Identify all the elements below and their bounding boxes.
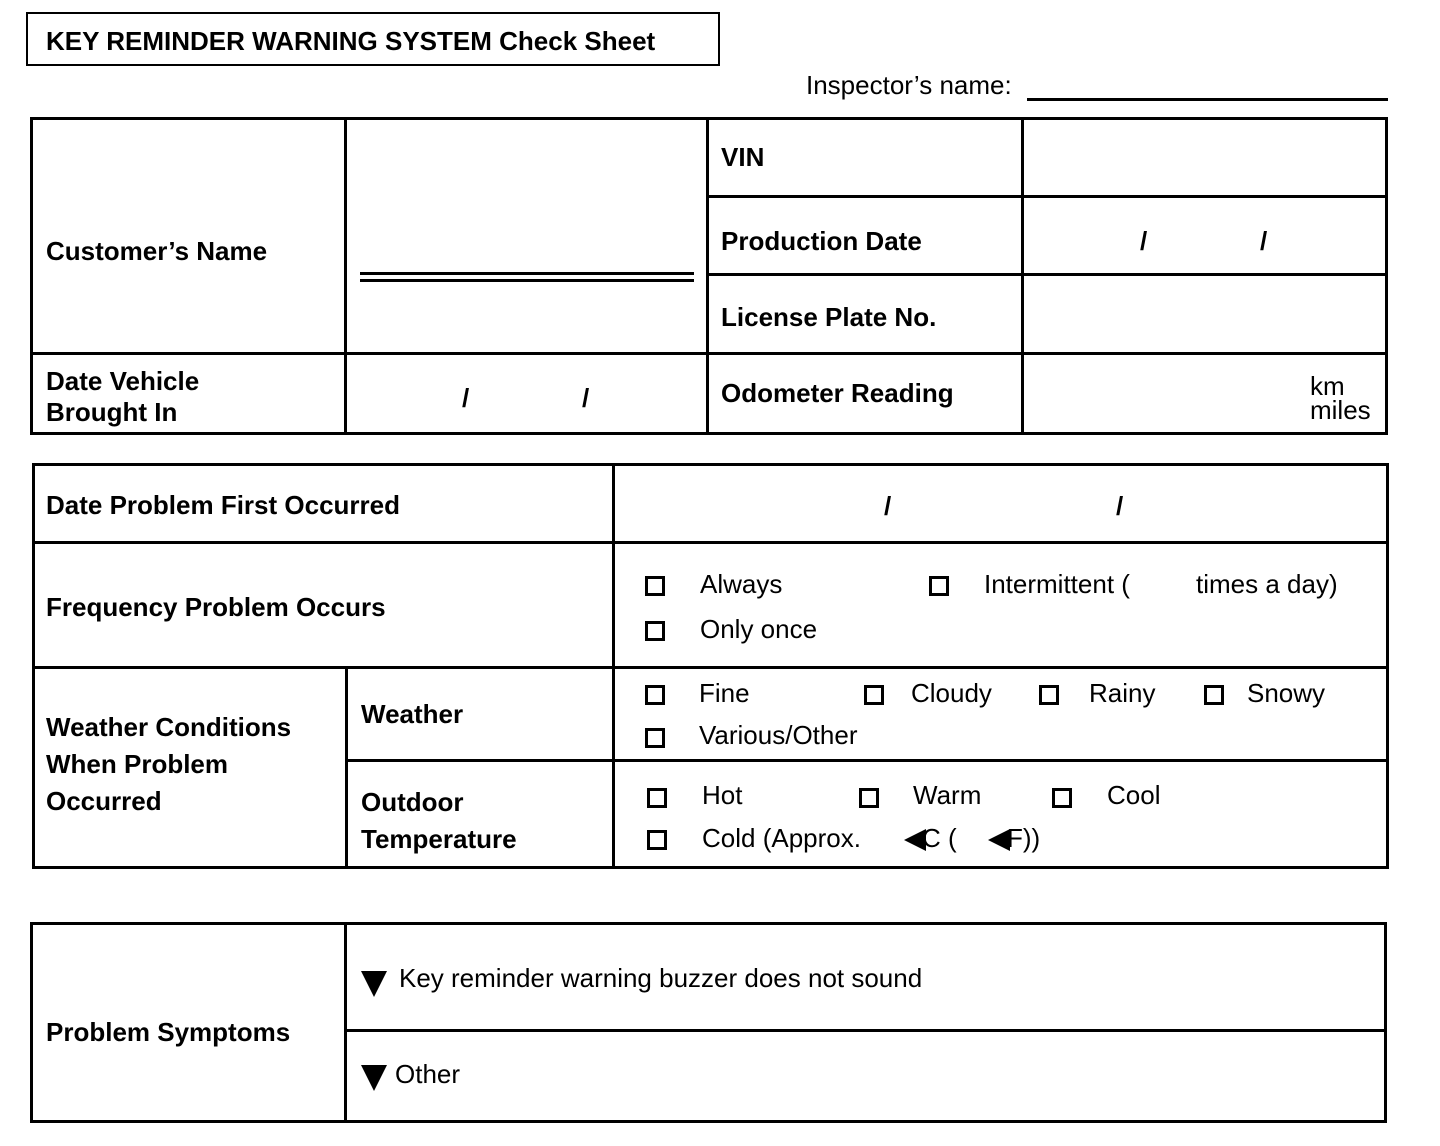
problem-symptoms-label: Problem Symptoms <box>46 1017 291 1047</box>
divider <box>706 273 1388 276</box>
intermittent-label: Intermittent ( <box>984 569 1130 599</box>
frequency-label: Frequency Problem Occurs <box>46 592 386 622</box>
snowy-label: Snowy <box>1247 678 1326 708</box>
rainy-label: Rainy <box>1089 678 1156 708</box>
cool-checkbox[interactable] <box>1052 788 1072 808</box>
production-date-field[interactable] <box>1027 200 1381 270</box>
cloudy-label: Cloudy <box>911 678 992 708</box>
date-separator: / <box>1116 491 1124 521</box>
divider <box>344 117 347 435</box>
down-triangle-icon <box>361 1065 387 1091</box>
date-brought-in-field[interactable] <box>350 357 702 429</box>
date-first-occurred-label: Date Problem First Occurred <box>46 490 400 520</box>
warm-label: Warm <box>913 780 982 810</box>
divider <box>30 352 1388 355</box>
date-brought-in-label-line1: Date Vehicle <box>46 366 200 396</box>
various-other-label: Various/Other <box>699 720 858 750</box>
cold-label: Cold (Approx. <box>702 823 861 853</box>
divider <box>345 759 1389 762</box>
divider <box>32 666 1389 669</box>
date-brought-in-label-line2: Brought In <box>46 397 178 427</box>
only-once-checkbox[interactable] <box>645 621 665 641</box>
outdoor-temperature-label-line2: Temperature <box>361 824 517 854</box>
snowy-checkbox[interactable] <box>1204 685 1224 705</box>
symptom-other: Other <box>395 1059 461 1089</box>
date-separator: / <box>1260 226 1268 256</box>
weather-conditions-label-line3: Occurred <box>46 786 162 816</box>
always-label: Always <box>700 569 783 599</box>
cloudy-checkbox[interactable] <box>864 685 884 705</box>
times-a-day-label: times a day) <box>1196 569 1338 599</box>
divider <box>706 117 709 435</box>
weather-conditions-label-line2: When Problem <box>46 749 229 779</box>
symptom-buzzer: Key reminder warning buzzer does not sound <box>399 963 923 993</box>
cold-checkbox[interactable] <box>647 830 667 850</box>
divider <box>344 922 347 1123</box>
sheet-title: KEY REMINDER WARNING SYSTEM Check Sheet <box>26 12 720 66</box>
date-separator: / <box>1140 226 1148 256</box>
unit-miles: miles <box>1310 395 1371 425</box>
celsius-label: C ( <box>922 823 957 853</box>
divider <box>345 666 348 869</box>
various-other-checkbox[interactable] <box>645 728 665 748</box>
outdoor-temperature-label-line1: Outdoor <box>361 787 464 817</box>
date-separator: / <box>462 383 470 413</box>
inspector-label: Inspector’s name: <box>806 70 1012 100</box>
down-triangle-icon <box>361 971 387 997</box>
rainy-checkbox[interactable] <box>1039 685 1059 705</box>
odometer-label: Odometer Reading <box>721 378 954 408</box>
weather-conditions-label-line1: Weather Conditions <box>46 712 292 742</box>
warm-checkbox[interactable] <box>859 788 879 808</box>
date-separator: / <box>582 383 590 413</box>
cool-label: Cool <box>1107 780 1161 810</box>
fine-label: Fine <box>699 678 750 708</box>
intermittent-checkbox[interactable] <box>929 576 949 596</box>
always-checkbox[interactable] <box>645 576 665 596</box>
date-separator: / <box>884 491 892 521</box>
hot-checkbox[interactable] <box>647 788 667 808</box>
only-once-label: Only once <box>700 614 818 644</box>
production-date-label: Production Date <box>721 226 922 256</box>
fine-checkbox[interactable] <box>645 685 665 705</box>
date-first-occurred-field[interactable] <box>618 468 1383 538</box>
weather-label: Weather <box>361 699 464 729</box>
hot-label: Hot <box>702 780 743 810</box>
customer-name-field[interactable] <box>360 272 694 282</box>
fahrenheit-label: F)) <box>1007 823 1041 853</box>
license-plate-field[interactable] <box>1027 278 1381 348</box>
divider <box>32 541 1389 544</box>
divider <box>1021 117 1024 435</box>
symptom-other-field[interactable] <box>470 1040 1380 1116</box>
license-plate-label: License Plate No. <box>721 302 937 332</box>
divider <box>344 1029 1387 1032</box>
divider <box>706 195 1388 198</box>
vin-field[interactable] <box>1027 122 1381 192</box>
inspector-name-field[interactable] <box>1027 98 1388 101</box>
customer-name-label: Customer’s Name <box>46 236 268 266</box>
unit-km: km <box>1310 371 1345 401</box>
vin-label: VIN <box>721 142 765 172</box>
times-a-day-field[interactable] <box>1140 566 1192 600</box>
